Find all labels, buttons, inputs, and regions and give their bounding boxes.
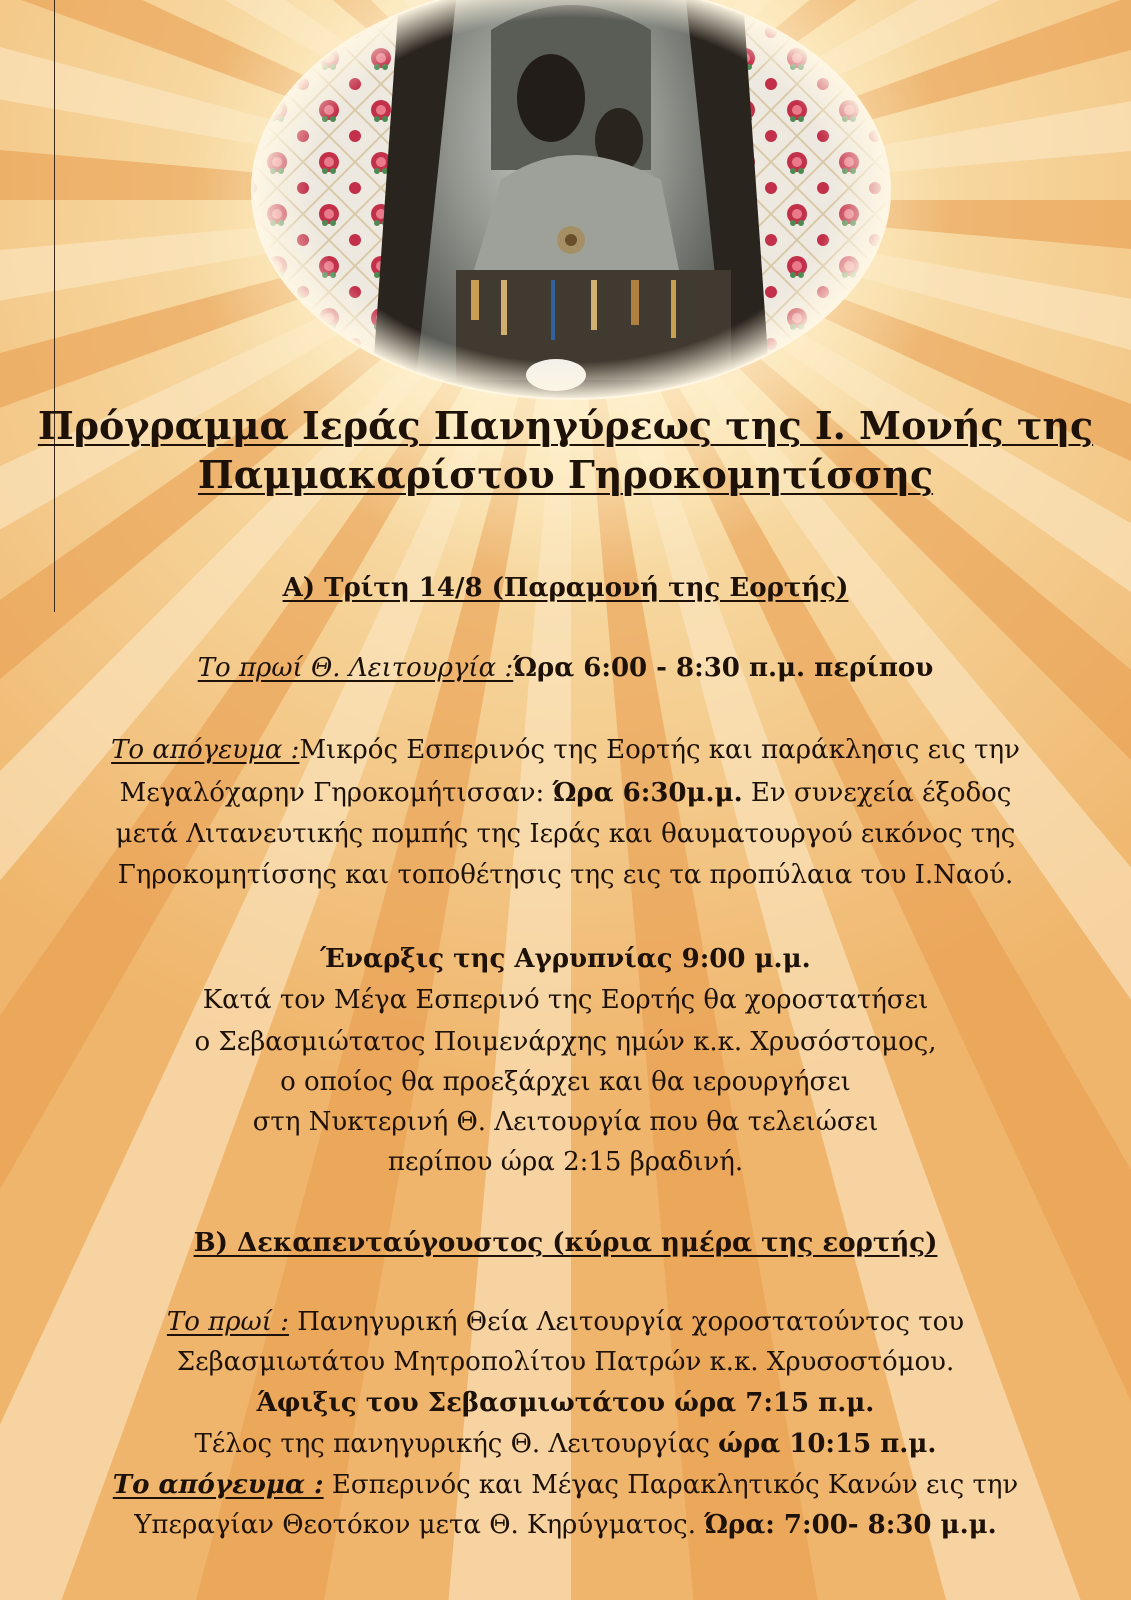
morning-time: Ώρα 6:00 - 8:30 π.μ. περίπου <box>513 653 934 683</box>
section-b-morning-3: Άφιξις του Σεβασμιωτάτου ώρα 7:15 π.μ. <box>256 1388 875 1418</box>
section-a-morning <box>10 651 1121 685</box>
page-title: Πρόγραμμα Ιεράς Πανηγύρεως της Ι. Μονής της <box>37 403 1094 448</box>
afternoon-label: Το απόγευμα : <box>111 735 300 765</box>
vigil-start: Έναρξις της Αγρυπνίας 9:00 μ.μ. <box>320 944 811 974</box>
vigil-line-6: περίπου ώρα 2:15 βραδινή. <box>387 1147 744 1177</box>
section-b-morning-1: Το πρωί : Πανηγυρική Θεία Λειτουργία χοροστατούντος του <box>166 1307 965 1337</box>
vigil-line-2: Κατά τον Μέγα Εσπερινό της Εορτής θα χοροστατήσει <box>202 985 929 1015</box>
section-a-afternoon-3: μετά Λιτανευτικής πομπής της Ιεράς και θαυματουργού εικόνος της <box>115 819 1016 849</box>
section-a-heading: Α) Τρίτη 14/8 (Παραμονή της Εορτής) <box>282 573 849 603</box>
section-b-morning-2: Σεβασμιωτάτου Μητροπολίτου Πατρών κ.κ. Χρυσοστόμου. <box>176 1347 955 1377</box>
vigil-line-5: στη Νυκτερινή Θ. Λειτουργία που θα τελειώσει <box>252 1107 879 1137</box>
section-b-morning-4: Τέλος της πανηγυρικής Θ. Λειτουργίας ώρα 10:15 π.μ. <box>194 1429 937 1459</box>
section-b-afternoon-1: Το απόγευμα : Εσπερινός και Μέγας Παρακλητικός Κανών εις την <box>112 1470 1019 1500</box>
vigil-line-4: ο οποίος θα προεξάρχει και θα ιερουργήσει <box>280 1067 851 1097</box>
vigil-line-3: ο Σεβασμιώτατος Ποιμενάρχης ημών κ.κ. Χρυσόστομος, <box>194 1027 937 1057</box>
section-b-afternoon-2: Υπεραγίαν Θεοτόκον μετα Θ. Κηρύγματος. Ώρα: 7:00- 8:30 μ.μ. <box>134 1510 997 1540</box>
section-b-heading: Β) Δεκαπενταύγουστος (κύρια ημέρα της εορτής) <box>193 1228 938 1258</box>
afternoon-label: Το απόγευμα : <box>112 1470 324 1500</box>
section-a-afternoon-1: Το απόγευμα :Μικρός Εσπερινός της Εορτής και παράκλησις εις την <box>111 735 1020 765</box>
section-a-afternoon-4: Γηροκομητίσσης και τοποθέτησις της εις τα προπύλαια του Ι.Ναού. <box>117 860 1014 890</box>
section-a-afternoon-2: Μεγαλόχαρην Γηροκομήτισσαν: Ώρα 6:30μ.μ. Εν συνεχεία έξοδος <box>119 778 1012 808</box>
page-title-line-2: Παμμακαρίστου Γηροκομητίσσης <box>197 452 934 497</box>
morning-label: Το πρωί : <box>166 1307 289 1337</box>
morning-label: Το πρωί Θ. Λειτουργία : <box>197 653 514 683</box>
